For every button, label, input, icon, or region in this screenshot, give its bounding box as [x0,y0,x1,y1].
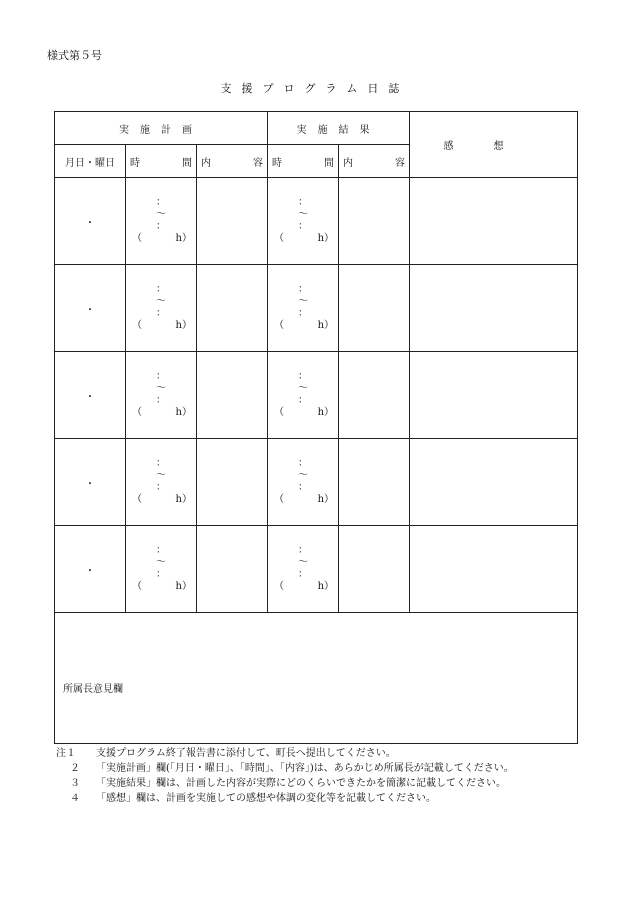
header-time-char-2: 間 [182,157,192,169]
notes [56,746,586,806]
time-tilde: 〜 [298,209,309,220]
time-colon: ： [298,197,309,208]
time-colon: ： [298,308,309,319]
note-item [56,761,586,776]
note-item [56,791,586,806]
hours-unit: h） [175,494,192,505]
header-time-char-1: 時 [130,157,140,169]
time-tilde: 〜 [156,557,166,568]
hours-unit: h） [175,581,192,592]
header-content-char-2: 容 [395,157,406,169]
header-plan: 実施計画 [55,112,268,145]
date-dot: ・ [85,478,95,490]
plan-content-cell[interactable] [197,178,268,265]
note-item [56,746,586,761]
plan-time-cell[interactable] [126,265,197,352]
time-colon: ： [156,395,166,406]
result-time-cell[interactable] [268,439,339,526]
date-cell[interactable] [55,265,126,352]
header-date: 月日・曜日 [55,145,126,178]
time-tilde: 〜 [298,470,309,481]
impression-cell[interactable] [410,352,578,439]
time-colon: ： [298,458,309,469]
plan-time-cell[interactable] [126,439,197,526]
entry-row [55,439,578,526]
hours-paren: （ [274,320,285,331]
time-colon: ： [298,221,309,232]
hours-paren: （ [132,407,142,418]
hours-paren: （ [274,233,285,244]
entry-row [55,265,578,352]
time-tilde: 〜 [156,296,166,307]
plan-content-cell[interactable] [197,526,268,613]
time-colon: ： [156,482,166,493]
time-tilde: 〜 [156,383,166,394]
header-time-char-1: 時 [272,157,283,169]
hours-unit: h） [317,407,335,418]
result-time-cell[interactable] [268,265,339,352]
program-log-table [54,111,578,744]
hours-paren: （ [274,494,285,505]
page-title: 支援プログラム日誌 [220,82,410,95]
date-dot: ・ [85,217,95,229]
hours-unit: h） [317,581,335,592]
opinion-label: 所属長意見欄 [63,683,123,695]
time-colon: ： [156,308,166,319]
time-tilde: 〜 [298,383,309,394]
result-time-cell[interactable] [268,526,339,613]
plan-content-cell[interactable] [197,439,268,526]
hours-unit: h） [175,407,192,418]
result-content-cell[interactable] [339,439,410,526]
hours-paren: （ [132,320,142,331]
time-tilde: 〜 [156,470,166,481]
note-text: 「実施結果」欄は、計画した内容が実際にどのくらいできたかを簡潔に記載してください。 [96,778,506,789]
header-result: 実施結果 [268,112,410,145]
result-content-cell[interactable] [339,526,410,613]
time-colon: ： [156,284,166,295]
entry-row [55,526,578,613]
note-number: ４ [70,793,80,804]
note-text: 「実施計画」欄(「月日・曜日」、「時間」、「内容」)は、あらかじめ所属長が記載してください。 [96,763,514,774]
header-result-time [268,145,339,178]
note-item [56,776,586,791]
header-content-char-2: 容 [253,157,264,169]
time-colon: ： [156,569,166,580]
note-number: 注１ [56,748,76,759]
date-cell[interactable] [55,439,126,526]
time-colon: ： [298,482,309,493]
result-content-cell[interactable] [339,352,410,439]
time-colon: ： [156,545,166,556]
form-number: 様式第５号 [47,49,102,62]
hours-paren: （ [274,407,285,418]
hours-unit: h） [175,233,192,244]
hours-unit: h） [317,320,335,331]
hours-paren: （ [132,233,142,244]
impression-cell[interactable] [410,265,578,352]
hours-paren: （ [132,494,142,505]
impression-cell[interactable] [410,526,578,613]
impression-cell[interactable] [410,178,578,265]
time-colon: ： [156,221,166,232]
plan-content-cell[interactable] [197,352,268,439]
note-number: ３ [70,778,80,789]
entry-row [55,178,578,265]
plan-time-cell[interactable] [126,526,197,613]
time-colon: ： [298,395,309,406]
opinion-field[interactable] [55,613,578,744]
time-colon: ： [156,371,166,382]
header-content-char-1: 内 [201,157,211,169]
time-colon: ： [298,284,309,295]
note-number: ２ [70,763,80,774]
plan-time-cell[interactable] [126,178,197,265]
result-content-cell[interactable] [339,265,410,352]
time-colon: ： [298,371,309,382]
date-dot: ・ [85,304,95,316]
date-cell[interactable] [55,178,126,265]
result-time-cell[interactable] [268,352,339,439]
header-impression: 感想 [410,112,578,178]
impression-cell[interactable] [410,439,578,526]
note-text: 「感想」欄は、計画を実施しての感想や体調の変化等を記載してください。 [96,793,436,804]
time-colon: ： [298,545,309,556]
result-time-cell[interactable] [268,178,339,265]
plan-time-cell[interactable] [126,352,197,439]
hours-unit: h） [317,233,335,244]
time-colon: ： [156,458,166,469]
header-plan-content [197,145,268,178]
hours-paren: （ [132,581,142,592]
note-text: 支援プログラム終了報告書に添付して、町長へ提出してください。 [96,748,396,759]
header-result-content [339,145,410,178]
time-colon: ： [156,197,166,208]
header-content-char-1: 内 [343,157,354,169]
entry-row [55,352,578,439]
date-dot: ・ [85,565,95,577]
time-tilde: 〜 [298,557,309,568]
result-content-cell[interactable] [339,178,410,265]
date-cell[interactable] [55,526,126,613]
time-colon: ： [298,569,309,580]
plan-content-cell[interactable] [197,265,268,352]
hours-paren: （ [274,581,285,592]
date-dot: ・ [85,391,95,403]
time-tilde: 〜 [298,296,309,307]
hours-unit: h） [175,320,192,331]
time-tilde: 〜 [156,209,166,220]
header-plan-time [126,145,197,178]
date-cell[interactable] [55,352,126,439]
header-time-char-2: 間 [324,157,335,169]
hours-unit: h） [317,494,335,505]
